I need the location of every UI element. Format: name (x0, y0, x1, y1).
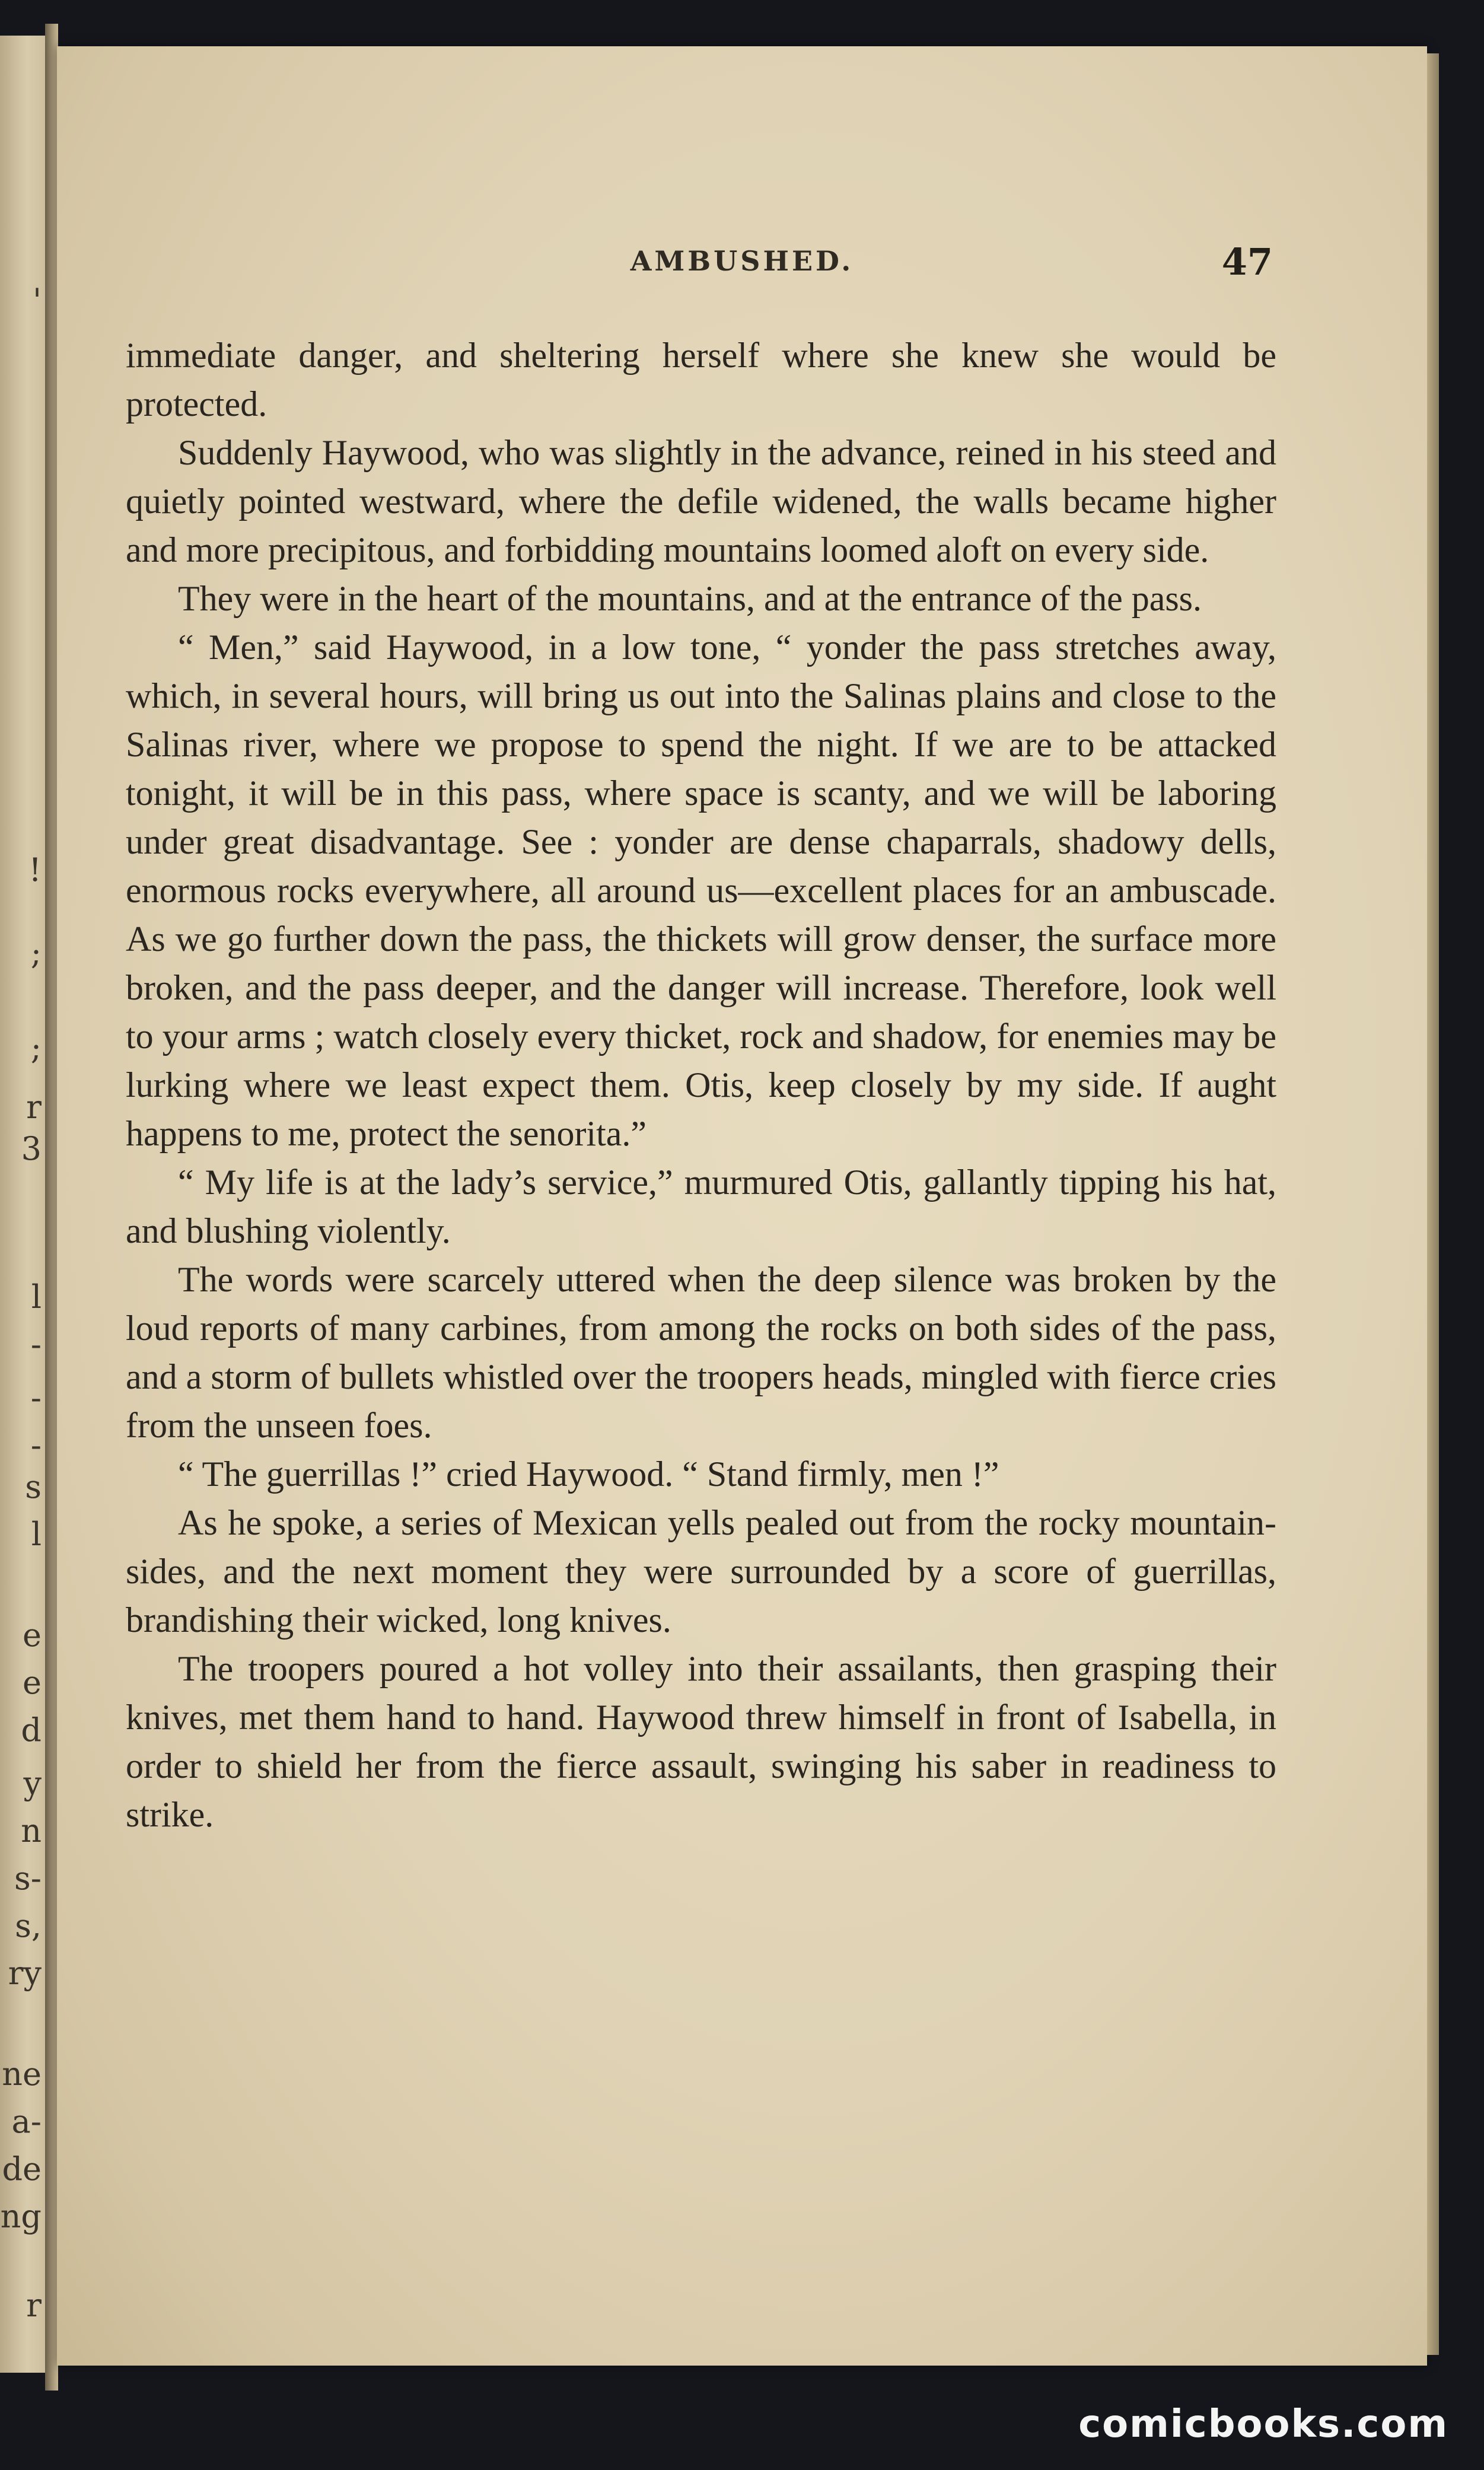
edge-char: e (23, 1616, 42, 1654)
paragraph: immediate danger, and sheltering herself where she knew she would be protected. (126, 336, 1276, 424)
edge-char: ! (28, 851, 42, 889)
page-number: 47 (1221, 240, 1273, 284)
facing-page-edge (0, 36, 49, 2373)
edge-char: - (30, 1427, 42, 1464)
edge-char: 3 (21, 1130, 42, 1167)
edge-char: y (23, 1765, 42, 1802)
body-text (126, 331, 1276, 1839)
edge-char: de (2, 2150, 42, 2188)
paragraph: The words were scarcely uttered when the deep silence was broken by the loud reports of many carbines, from among the rocks on both sides of the pass, and a storm of bullets whistled over the troopers heads, mingled with fierce cries from the unseen foes. (126, 1260, 1276, 1445)
edge-char: ; (30, 1029, 42, 1067)
edge-char: ng (0, 2198, 42, 2235)
paragraph: “ Men,” said Haywood, in a low tone, “ yonder the pass stretches away, which, in several hours, will bring us out into the Salinas plains and close to the Salinas river, where we propose to spend the night. If we are to be attacked tonight, it will be in this pass, where space is scanty, and we will be laboring under great disadvantage. See : yonder are dense chaparrals, shadowy dells, enormous rocks everywhere, all around us—excellent places for an ambuscade. As we go further down the pass, the thickets will grow denser, the surface more broken, and the pass deeper, and the danger will increase. Therefore, look well to your arms ; watch closely every thicket, rock and shadow, for enemies may be lurking where we least expect them. Otis, keep closely by my side. If aught happens to me, protect the senorita.” (126, 628, 1276, 1153)
edge-char: s, (15, 1907, 42, 1944)
book-spine (45, 24, 58, 2391)
edge-char: - (30, 1379, 42, 1417)
edge-char: r (26, 2287, 42, 2324)
edge-char: e (23, 1664, 42, 1701)
watermark: comicbooks.com (1078, 2402, 1448, 2446)
paragraph: As he spoke, a series of Mexican yells pealed out from the rocky mountain-sides, and the next moment they were surrounded by a score of guerrillas, brandishing their wicked, long knives. (126, 1503, 1276, 1640)
edge-char: d (21, 1711, 42, 1749)
edge-char: ry (8, 1955, 42, 1992)
edge-char: l (31, 1516, 42, 1553)
edge-char: n (21, 1812, 42, 1850)
paragraph: “ My life is at the lady’s service,” murmured Otis, gallantly tipping his hat, and blushing violently. (126, 1163, 1276, 1250)
edge-char: s- (14, 1860, 42, 1897)
paragraph: The troopers poured a hot volley into their assailants, then grasping their knives, met them hand to hand. Haywood threw himself in front of Isabella, in order to shield her from the fierce assault, swinging his saber in readiness to strike. (126, 1649, 1276, 1834)
paragraph: Suddenly Haywood, who was slightly in the advance, reined in his steed and quietly pointed westward, where the defile widened, the walls became higher and more precipitous, and forbidding mountains loomed aloft on every side. (126, 433, 1276, 569)
edge-char: - (30, 1326, 42, 1363)
edge-char: a- (11, 2103, 42, 2140)
book-page (57, 46, 1427, 2366)
edge-char: s (25, 1468, 42, 1505)
paragraph: “ The guerrillas !” cried Haywood. “ Stand firmly, men !” (178, 1454, 999, 1494)
running-title: AMBUSHED. (630, 245, 854, 277)
edge-char: ' (33, 282, 42, 319)
paragraph: They were in the heart of the mountains, and at the entrance of the pass. (178, 579, 1202, 618)
running-head (57, 198, 1427, 284)
edge-char: ; (30, 934, 42, 972)
edge-char: l (31, 1278, 42, 1316)
edge-char: ne (2, 2055, 42, 2093)
page-edge (1427, 53, 1439, 2355)
edge-char: r (26, 1088, 42, 1126)
